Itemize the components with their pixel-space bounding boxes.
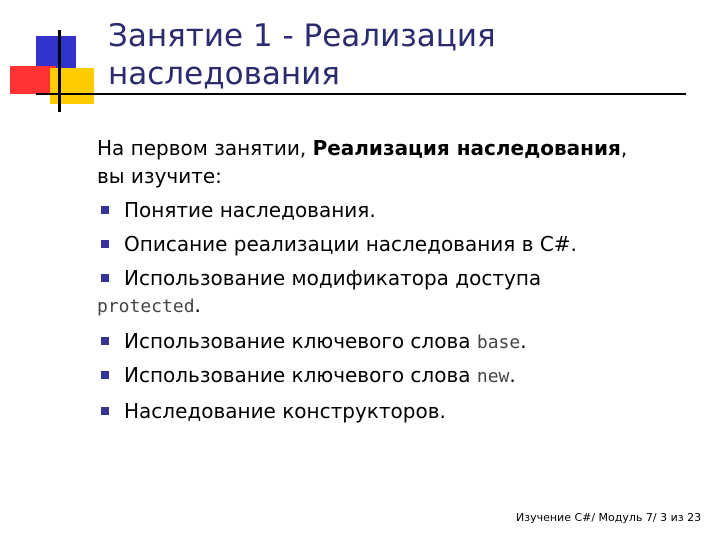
slide-title-line-2: наследования [108,56,340,92]
bullet-icon [101,240,109,248]
intro-bold: Реализация наследования [312,136,621,160]
slide-title-line-1: Занятие 1 - Реализация [108,18,496,54]
intro-prefix: На первом занятии, [97,136,313,160]
bullet-icon [101,371,109,379]
bullet-icon [101,337,109,345]
item-text: Использование ключевого слова [124,329,477,353]
period: . [509,363,516,387]
list-item [124,329,527,355]
intro-suffix: , [620,136,628,160]
bullet-icon [101,407,109,415]
slide-footer: Изучение C#/ Модуль 7/ 3 из 23 [516,511,702,524]
period: . [520,329,527,353]
intro-line-1 [97,136,627,160]
code-base: base [476,332,521,353]
item-text: Использование ключевого слова [124,363,477,387]
decor-vertical-line [58,30,61,112]
period: . [194,293,201,317]
code-protected: protected [97,296,195,317]
list-item-continuation [97,293,201,319]
intro-line-2: вы изучите: [97,164,222,188]
bullet-icon [101,274,109,282]
list-item: Понятие наследования. [124,198,376,222]
code-new: new [476,366,510,387]
decor-yellow-square [50,68,94,104]
title-underline [36,93,686,95]
list-item: Наследование конструкторов. [124,399,446,423]
list-item: Описание реализации наследования в C#. [124,232,577,256]
list-item: Использование модификатора доступа [124,266,542,290]
list-item [124,363,516,389]
bullet-icon [101,206,109,214]
